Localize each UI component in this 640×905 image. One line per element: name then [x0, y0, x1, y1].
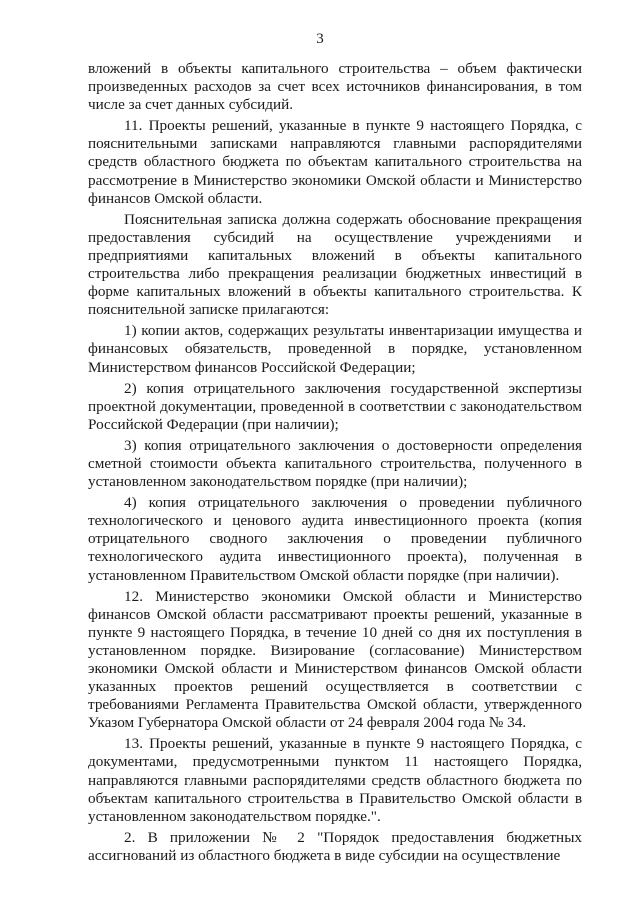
paragraph: 2) копия отрицательного заключения государственной экспертизы проектной документации, проведенной в соответствии с законодательством Российской Федерации (при наличии); [88, 379, 582, 433]
paragraph: 3) копия отрицательного заключения о достоверности определения сметной стоимости объекта капитального строительства, полученного в установленном законодательством порядке (при наличии); [88, 436, 582, 491]
paragraph: 12. Министерство экономики Омской области и Министерство финансов Омской области рассматривают проекты решений, указанные в пункте 9 настоящего Порядка, в течение 10 дней со дня их поступления в установленном порядке. Визирование (согласование) Министерством экономики Омской области и Министерством финансов Омской области указанных проектов решений осуществляется в соответствии с требованиями Регламента Правительства Омской области, утвержденного Указом Губернатора Омской области от 24 февраля 2004 года № 34. [88, 587, 582, 732]
paragraph: 2. В приложении № 2 "Порядок предоставления бюджетных ассигнований из областного бюджета в виде субсидии на осуществление [88, 828, 582, 864]
paragraph: вложений в объекты капитального строительства – объем фактически произведенных расходов за счет всех источников финансирования, в том числе за счет данных субсидий. [88, 60, 582, 114]
paragraph: 13. Проекты решений, указанные в пункте 9 настоящего Порядка, с документами, предусмотренными пунктом 11 настоящего Порядка, направляются главными распорядителями средств областного бюджета по объектам капитального строительства в Правительство Омской области в установленном законодательством порядке.". [88, 735, 582, 825]
paragraph: Пояснительная записка должна содержать обоснование прекращения предоставления субсидий на осуществление учреждениями и предприятиями капитальных вложений в объекты капитального строительства либо прекращения реализации бюджетных инвестиций в форме капитальных вложений в объекты капитального строительства. К пояснительной записке прилагаются: [88, 210, 582, 319]
page-number: 3 [316, 31, 324, 47]
paragraph: 11. Проекты решений, указанные в пункте 9 настоящего Порядка, с пояснительными записками направляются главными распорядителями средств областного бюджета по объектам капитального строительства на рассмотрение в Министерство экономики Омской области и Министерство финансов Омской области. [88, 117, 582, 207]
document-body [88, 60, 582, 865]
paragraph: 4) копия отрицательного заключения о проведении публичного технологического и ценового аудита инвестиционного проекта (копия отрицательного сводного заключения о проведении публичного технологического аудита инвестиционного проекта), полученная в установленном Правительством Омской области порядке (при наличии). [88, 494, 582, 584]
paragraph: 1) копии актов, содержащих результаты инвентаризации имущества и финансовых обязательств, проведенной в порядке, установленном Министерством финансов Российской Федерации; [88, 322, 582, 376]
